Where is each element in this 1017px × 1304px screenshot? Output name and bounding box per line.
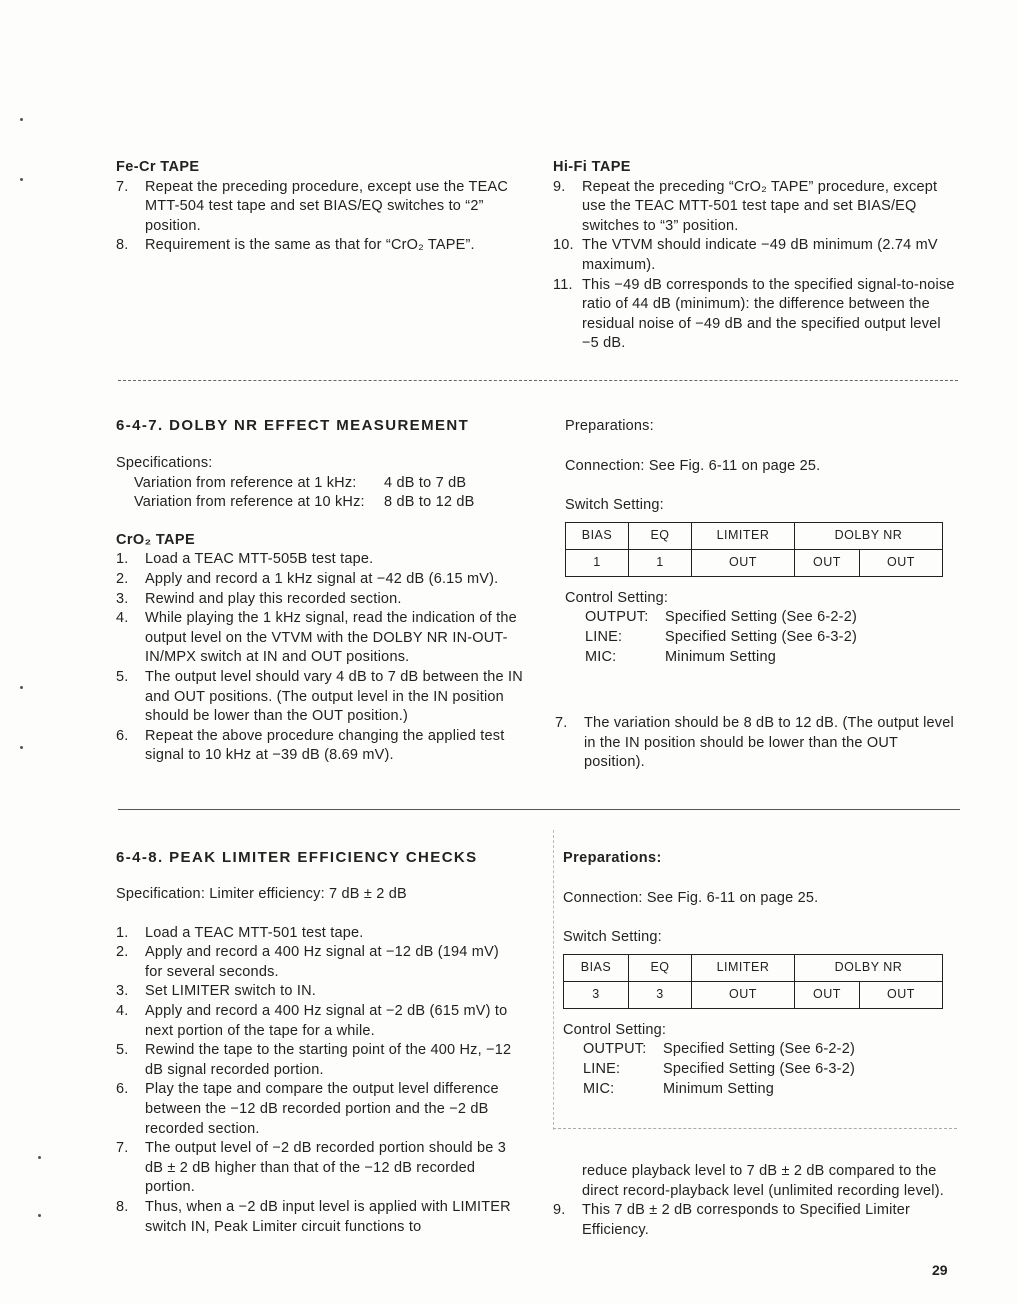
peak-left bbox=[116, 849, 518, 1237]
peak-continuation bbox=[553, 1162, 955, 1240]
dolby-prep-title: Preparations: bbox=[565, 418, 654, 434]
list-item: 6. Play the tape and compare the output level difference between the −12 dB recorded portion and the −2 dB recorded section. bbox=[116, 1081, 499, 1137]
dolby-controls bbox=[565, 608, 955, 667]
margin-dot bbox=[38, 1214, 41, 1217]
control-row: MIC: Minimum Setting bbox=[585, 648, 776, 665]
control-row: LINE: Specified Setting (See 6-3-2) bbox=[583, 1060, 855, 1077]
dolby-control-label: Control Setting: bbox=[565, 589, 669, 606]
table-cell: 1 bbox=[629, 549, 692, 576]
dolby-spec-label: Specifications: bbox=[116, 455, 213, 471]
section-divider bbox=[118, 809, 960, 810]
prep-box-left-border bbox=[553, 830, 554, 1130]
list-item: 7. Repeat the preceding procedure, except use the TEAC MTT-504 test tape and set BIAS/EQ switches to “2” position. bbox=[116, 178, 508, 234]
table-cell: OUT bbox=[795, 549, 860, 576]
margin-dot bbox=[20, 746, 23, 749]
list-item: 6. Repeat the above procedure changing the applied test signal to 10 kHz at −39 dB (8.69 mV). bbox=[116, 727, 505, 764]
prep-box-bottom-border bbox=[553, 1128, 957, 1129]
list-item: 4. While playing the 1 kHz signal, read the indication of the output level on the VTVM with the DOLBY NR IN-OUT-IN/MPX switch at IN and OUT positions. bbox=[116, 610, 517, 666]
dolby-specs bbox=[116, 474, 526, 513]
list-item: 2. Apply and record a 400 Hz signal at −12 dB (194 mV) for several seconds. bbox=[116, 944, 499, 980]
peak-controls bbox=[563, 1040, 955, 1099]
control-row: OUTPUT: Specified Setting (See 6-2-2) bbox=[585, 609, 857, 626]
list-item: 1. Load a TEAC MTT-505B test tape. bbox=[116, 551, 374, 568]
dolby-title: 6-4-7. DOLBY NR EFFECT MEASUREMENT bbox=[116, 417, 470, 434]
hifi-section bbox=[553, 158, 955, 354]
margin-dot bbox=[20, 178, 23, 181]
peak-switch-label: Switch Setting: bbox=[563, 929, 662, 946]
table-cell: 1 bbox=[566, 549, 629, 576]
peak-switch-table bbox=[563, 954, 943, 1009]
margin-dot bbox=[20, 118, 23, 121]
fecr-heading: Fe-Cr TAPE bbox=[116, 159, 200, 175]
control-row: LINE: Specified Setting (See 6-3-2) bbox=[585, 628, 857, 645]
control-row: OUTPUT: Specified Setting (See 6-2-2) bbox=[583, 1041, 855, 1058]
list-item: 7. The output level of −2 dB recorded portion should be 3 dB ± 2 dB higher than that of the −12 dB recorded portion. bbox=[116, 1140, 507, 1196]
table-cell: 3 bbox=[629, 981, 692, 1008]
table-header: EQ bbox=[629, 954, 692, 981]
table-header: BIAS bbox=[564, 954, 629, 981]
dolby-preparations bbox=[565, 417, 955, 667]
table-header: LIMITER bbox=[692, 954, 795, 981]
dolby-switch-label: Switch Setting: bbox=[565, 497, 664, 514]
list-item: 5. The output level should vary 4 dB to 7 dB between the IN and OUT positions. (The output level in the IN position should be lower than the OUT position.) bbox=[116, 668, 523, 725]
list-item: 4. Apply and record a 400 Hz signal at −2 dB (615 mV) to next portion of the tape for a while. bbox=[116, 1002, 508, 1039]
table-header: DOLBY NR bbox=[795, 522, 943, 549]
table-header: DOLBY NR bbox=[795, 954, 943, 981]
dolby-step7 bbox=[555, 714, 955, 773]
list-item: 8. Thus, when a −2 dB input level is applied with LIMITER switch IN, Peak Limiter circuit functions to bbox=[116, 1198, 511, 1235]
list-item: 3. Rewind and play this recorded section. bbox=[116, 590, 402, 607]
table-cell: OUT bbox=[692, 549, 795, 576]
table-cell: OUT bbox=[860, 549, 943, 576]
table-cell: OUT bbox=[692, 981, 795, 1008]
table-cell: OUT bbox=[860, 981, 943, 1008]
list-item: 10. The VTVM should indicate −49 dB minimum (2.74 mV maximum). bbox=[553, 237, 938, 273]
list-item: 5. Rewind the tape to the starting point of the 400 Hz, −12 dB signal recorded portion. bbox=[116, 1042, 512, 1078]
dolby-left bbox=[116, 417, 526, 766]
peak-spec: Specification: Limiter efficiency: 7 dB ± 2 dB bbox=[116, 886, 407, 902]
dolby-connection: Connection: See Fig. 6-11 on page 25. bbox=[565, 457, 821, 474]
peak-prep-title: Preparations: bbox=[563, 850, 662, 866]
continuation-text: reduce playback level to 7 dB ± 2 dB compared to the direct record-playback level (unlimited recording level). bbox=[582, 1163, 944, 1199]
fecr-steps bbox=[116, 178, 518, 256]
table-header: EQ bbox=[629, 522, 692, 549]
dolby-switch-table bbox=[565, 522, 943, 577]
page-number: 29 bbox=[932, 1262, 948, 1278]
list-item: 8. Requirement is the same as that for “CrO₂ TAPE”. bbox=[116, 237, 475, 254]
section-divider bbox=[118, 380, 958, 381]
margin-dot bbox=[20, 686, 23, 689]
list-item: 7. The variation should be 8 dB to 12 dB. (The output level in the IN position should be lower than the OUT position). bbox=[555, 715, 954, 771]
peak-connection: Connection: See Fig. 6-11 on page 25. bbox=[563, 889, 819, 906]
margin-dot bbox=[38, 1156, 41, 1159]
cro2-heading: CrO₂ TAPE bbox=[116, 531, 196, 548]
peak-preparations bbox=[563, 849, 955, 1099]
control-row: MIC: Minimum Setting bbox=[583, 1080, 774, 1097]
peak-control-label: Control Setting: bbox=[563, 1021, 667, 1038]
list-item: 2. Apply and record a 1 kHz signal at −42 dB (6.15 mV). bbox=[116, 570, 499, 587]
list-item: 9. This 7 dB ± 2 dB corresponds to Specified Limiter Efficiency. bbox=[553, 1202, 911, 1238]
dolby-steps bbox=[116, 550, 526, 766]
table-cell: 3 bbox=[564, 981, 629, 1008]
peak-steps bbox=[116, 924, 518, 1238]
list-item: 11. This −49 dB corresponds to the specified signal-to-noise ratio of 44 dB (minimum): the difference between the residual noise of −49 dB and the specified output level −5 dB. bbox=[553, 276, 955, 352]
spec-row: Variation from reference at 1 kHz: 4 dB to 7 dB bbox=[134, 474, 467, 491]
table-header: BIAS bbox=[566, 522, 629, 549]
list-item: 9. Repeat the preceding “CrO₂ TAPE” procedure, except use the TEAC MTT-501 test tape and set BIAS/EQ switches to “3” position. bbox=[553, 178, 938, 234]
spec-row: Variation from reference at 10 kHz: 8 dB to 12 dB bbox=[134, 494, 475, 511]
hifi-steps bbox=[553, 178, 955, 354]
peak-title: 6-4-8. PEAK LIMITER EFFICIENCY CHECKS bbox=[116, 849, 478, 866]
table-cell: OUT bbox=[795, 981, 860, 1008]
list-item: 3. Set LIMITER switch to IN. bbox=[116, 983, 316, 1000]
list-item: 1. Load a TEAC MTT-501 test tape. bbox=[116, 924, 364, 941]
hifi-heading: Hi-Fi TAPE bbox=[553, 159, 631, 175]
table-header: LIMITER bbox=[692, 522, 795, 549]
fecr-section bbox=[116, 158, 518, 256]
